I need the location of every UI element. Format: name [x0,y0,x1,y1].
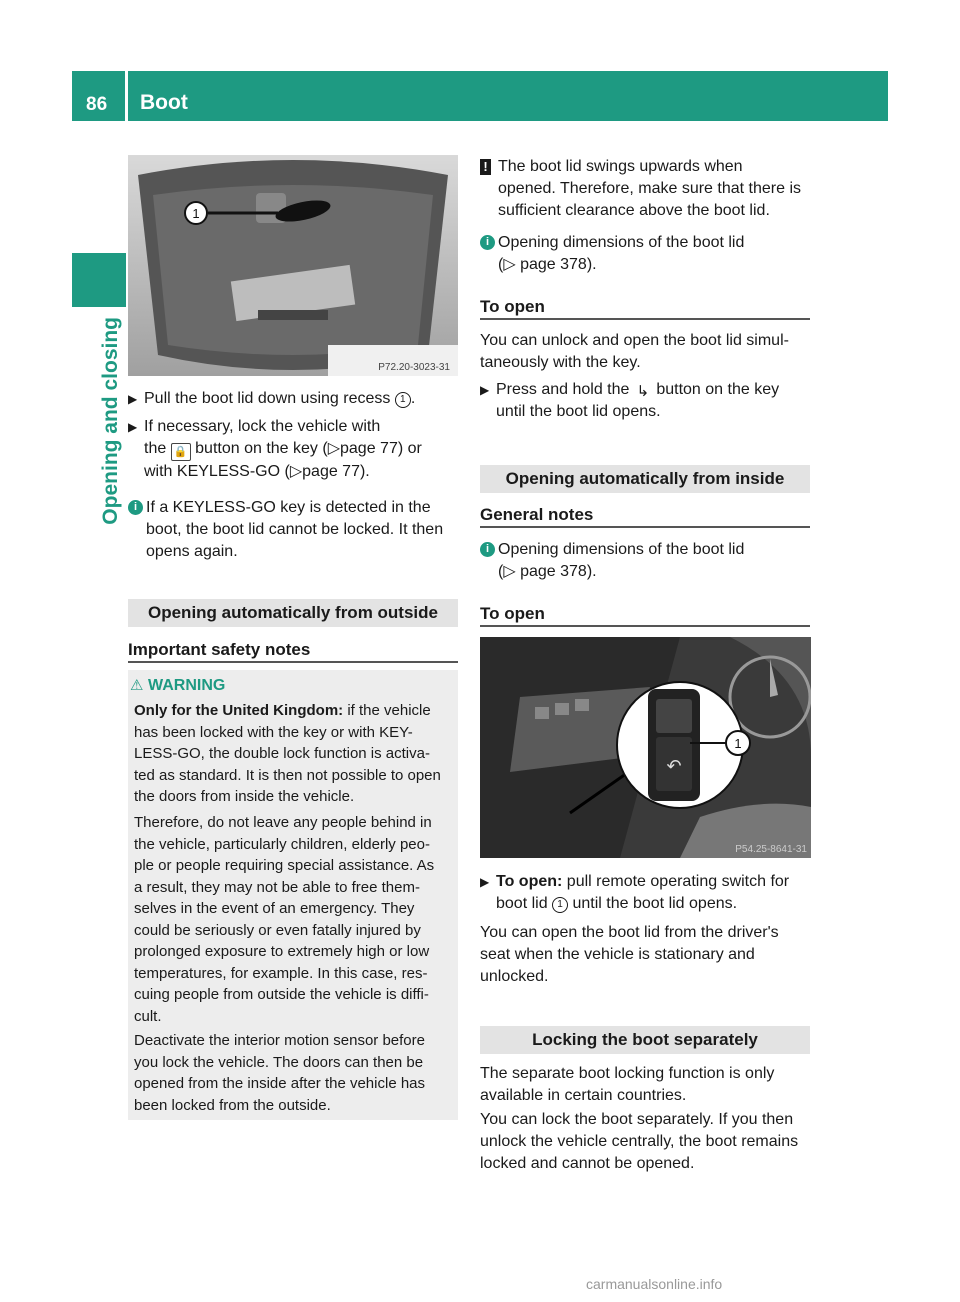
info-opening-dimensions-2: i Opening dimensions of the boot lid (▷ page 378). [480,539,830,583]
subheading-to-open-1: To open [480,297,545,316]
page-ref-link[interactable]: page 378). [520,256,597,273]
page-ref-link[interactable]: page 77) or [340,440,422,457]
photo-callout-number: 1 [192,206,200,221]
warning-paragraph-2: Therefore, do not leave any people behind in the vehicle, particularly children, elderly peo- ple or people requiring special assistance. As a result, they may not be able to free them- selves in the event of an emergency. They could be seriously or even fatally injured by prolonged exposure to extremely high or low temperatures, for example. In this case, res- cuing people from outside the vehicle is diffi- cult. [134,814,435,1025]
side-tab-block [72,253,126,307]
text-lock-boot-separately: You can lock the boot separately. If you then unlock the vehicle centrally, the boot remains locked and cannot be opened. [480,1111,799,1172]
step-arrow-icon: ▶ [480,875,490,889]
boot-switch-icon: ↶ [666,756,682,776]
photo-callout-number: 1 [734,736,742,751]
warning-paragraph-1: Only for the United Kingdom: if the vehicle has been locked with the key or with KEY- LESS-GO, the double lock function is activa- ted as standard. It is then not possible to open the doors from inside the vehicle. [134,702,441,805]
info-icon: i [128,500,143,515]
warning-title: WARNING [148,677,226,694]
photo-caption: P54.25-8641-31 [735,844,807,855]
step-arrow-icon: ▶ [128,420,138,434]
info-icon: i [480,235,495,250]
header-divider [125,71,128,121]
boot-lid-key-icon: ↳ [636,383,650,400]
subheading-rule [480,318,810,320]
page-ref-icon: ▷ [289,463,303,480]
subheading-to-open-2: To open [480,604,545,623]
door-switch-photo [480,637,811,858]
callout-1-icon: 1 [395,392,411,408]
section-title-outside: Opening automatically from outside [128,599,458,627]
photo-caption: P72.20-3023-31 [378,362,450,373]
step-pull-boot-lid: ▶ Pull the boot lid down using recess 1 . [128,388,474,410]
text-unlock-with-key: You can unlock and open the boot lid simul- taneously with the key. [480,332,789,371]
text-separate-locking: The separate boot locking function is only available in certain countries. [480,1065,775,1104]
warning-paragraph-3: Deactivate the interior motion sensor before you lock the vehicle. The doors can then be opened from the inside after the vehicle has been locked from the outside. [134,1032,426,1114]
step-arrow-icon: ▶ [128,392,138,406]
info-icon: i [480,542,495,557]
callout-1-icon: 1 [552,897,568,913]
section-title-locking: Locking the boot separately [480,1026,810,1054]
page-ref-icon: ▷ [327,440,340,457]
lock-icon: 🔒 [171,443,191,461]
page-ref-link[interactable]: page 378). [520,563,597,580]
subheading-rule [480,625,810,627]
info-opening-dimensions-1: i Opening dimensions of the boot lid (▷ page 378). [480,232,830,276]
text-drivers-seat: You can open the boot lid from the driver's seat when the vehicle is stationary and unlocked. [480,924,779,985]
caution-note: ! The boot lid swings upwards when opened. Therefore, make sure that there is sufficient clearance above the boot lid. [480,156,830,222]
subheading-safety-notes: Important safety notes [128,640,311,659]
page-ref-link[interactable]: page 77). [302,463,370,480]
step-lock-vehicle: ▶ If necessary, lock the vehicle with the 🔒 button on the key (▷page 77) or with KEYLESS-GO (▷page 77). [128,418,422,480]
page-number: 86 [86,94,108,115]
step-arrow-icon: ▶ [480,383,490,397]
watermark: carmanualsonline.info [586,1276,723,1292]
subheading-rule [480,526,810,528]
subheading-rule [128,661,458,663]
page-title: Boot [140,91,188,114]
header-bar [72,71,888,121]
step-pull-remote-switch: ▶ To open: pull remote operating switch for boot lid 1 until the boot lid opens. [480,873,790,912]
section-title-inside: Opening automatically from inside [480,465,810,493]
boot-lid-photo [128,155,458,376]
caution-icon: ! [480,159,491,175]
side-tab-label: Opening and closing [99,317,122,525]
page-ref-icon: ▷ [503,563,516,580]
warning-icon: ⚠ [130,677,144,694]
info-keyless-go: i If a KEYLESS-GO key is detected in the boot, the boot lid cannot be locked. It then opens again. [128,497,478,563]
step-press-hold-button: ▶ Press and hold the ↳ button on the key until the boot lid opens. [480,381,780,420]
subheading-general-notes: General notes [480,505,594,524]
page-ref-icon: ▷ [503,256,516,273]
